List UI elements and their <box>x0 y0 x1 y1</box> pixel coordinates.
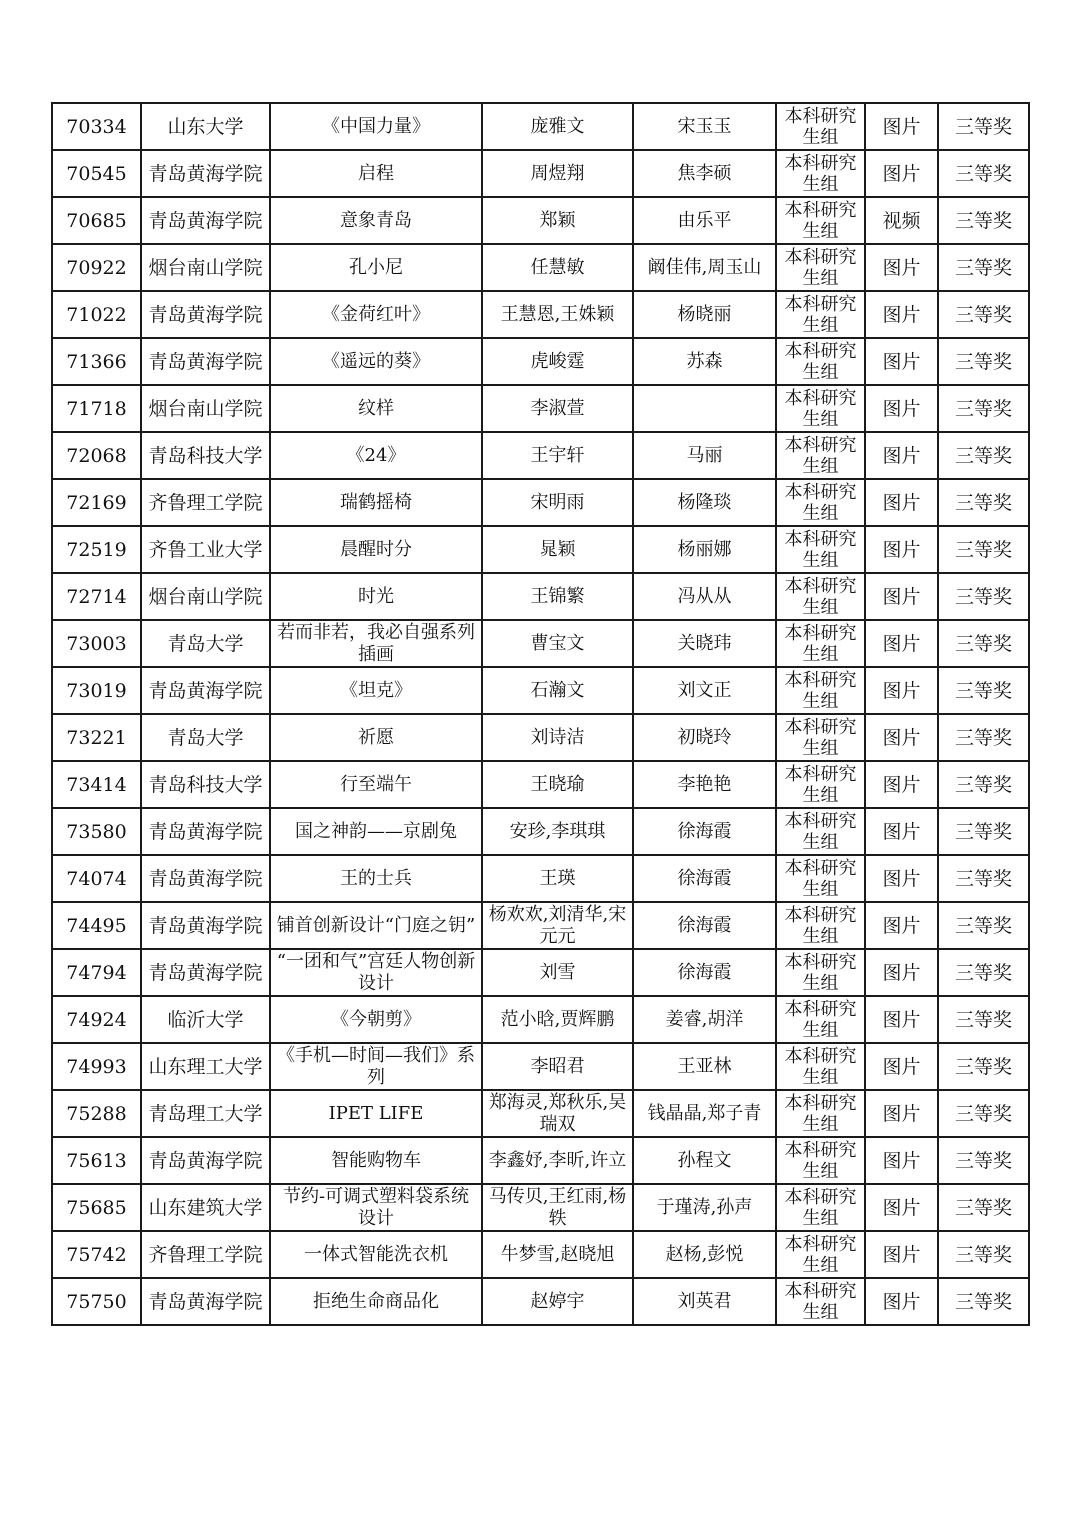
entry-id-cell: 74794 <box>52 949 141 996</box>
authors-cell: 虎峻霆 <box>482 338 633 385</box>
group-cell: 本科研究生组 <box>776 291 865 338</box>
type-cell: 图片 <box>865 432 938 479</box>
table-row <box>52 761 1029 808</box>
award-cell: 三等奖 <box>938 244 1029 291</box>
title-cell: 铺首创新设计“门庭之钥” <box>270 902 482 949</box>
advisors-cell: 刘英君 <box>633 1278 776 1325</box>
group-cell: 本科研究生组 <box>776 479 865 526</box>
award-cell: 三等奖 <box>938 1184 1029 1231</box>
type-cell: 图片 <box>865 1231 938 1278</box>
authors-cell: 王宇轩 <box>482 432 633 479</box>
school-cell: 青岛黄海学院 <box>141 338 270 385</box>
school-cell: 青岛大学 <box>141 714 270 761</box>
award-cell: 三等奖 <box>938 996 1029 1043</box>
advisors-cell: 刘文正 <box>633 667 776 714</box>
award-cell: 三等奖 <box>938 479 1029 526</box>
advisors-cell: 由乐平 <box>633 197 776 244</box>
authors-cell: 王锦繁 <box>482 573 633 620</box>
award-cell: 三等奖 <box>938 1231 1029 1278</box>
table-row <box>52 291 1029 338</box>
authors-cell: 王晓瑜 <box>482 761 633 808</box>
authors-cell: 范小晗,贾辉鹏 <box>482 996 633 1043</box>
authors-cell: 王慧恩,王姝颖 <box>482 291 633 338</box>
school-cell: 青岛黄海学院 <box>141 949 270 996</box>
authors-cell: 刘雪 <box>482 949 633 996</box>
type-cell: 图片 <box>865 761 938 808</box>
group-cell: 本科研究生组 <box>776 1043 865 1090</box>
table-row <box>52 103 1029 150</box>
award-cell: 三等奖 <box>938 667 1029 714</box>
award-cell: 三等奖 <box>938 1278 1029 1325</box>
title-cell: 《手机—时间—我们》系列 <box>270 1043 482 1090</box>
table-row <box>52 526 1029 573</box>
entry-id-cell: 71718 <box>52 385 141 432</box>
table-row <box>52 996 1029 1043</box>
type-cell: 图片 <box>865 714 938 761</box>
table-row <box>52 620 1029 667</box>
advisors-cell: 初晓玲 <box>633 714 776 761</box>
type-cell: 图片 <box>865 1184 938 1231</box>
school-cell: 青岛科技大学 <box>141 432 270 479</box>
advisors-cell: 苏森 <box>633 338 776 385</box>
group-cell: 本科研究生组 <box>776 244 865 291</box>
advisors-cell: 孙程文 <box>633 1137 776 1184</box>
group-cell: 本科研究生组 <box>776 197 865 244</box>
authors-cell: 安珍,李琪琪 <box>482 808 633 855</box>
school-cell: 山东建筑大学 <box>141 1184 270 1231</box>
school-cell: 青岛大学 <box>141 620 270 667</box>
group-cell: 本科研究生组 <box>776 338 865 385</box>
title-cell: 启程 <box>270 150 482 197</box>
entry-id-cell: 70545 <box>52 150 141 197</box>
authors-cell: 曹宝文 <box>482 620 633 667</box>
group-cell: 本科研究生组 <box>776 996 865 1043</box>
school-cell: 烟台南山学院 <box>141 244 270 291</box>
school-cell: 青岛黄海学院 <box>141 902 270 949</box>
award-cell: 三等奖 <box>938 1137 1029 1184</box>
award-cell: 三等奖 <box>938 1090 1029 1137</box>
type-cell: 图片 <box>865 244 938 291</box>
advisors-cell: 杨晓丽 <box>633 291 776 338</box>
type-cell: 图片 <box>865 620 938 667</box>
advisors-cell: 王亚林 <box>633 1043 776 1090</box>
title-cell: 王的士兵 <box>270 855 482 902</box>
advisors-cell: 徐海霞 <box>633 949 776 996</box>
authors-cell: 任慧敏 <box>482 244 633 291</box>
title-cell: 瑞鹤摇椅 <box>270 479 482 526</box>
advisors-cell: 赵杨,彭悦 <box>633 1231 776 1278</box>
title-cell: 一体式智能洗衣机 <box>270 1231 482 1278</box>
title-cell: 《中国力量》 <box>270 103 482 150</box>
entry-id-cell: 72169 <box>52 479 141 526</box>
award-cell: 三等奖 <box>938 103 1029 150</box>
group-cell: 本科研究生组 <box>776 620 865 667</box>
school-cell: 青岛黄海学院 <box>141 150 270 197</box>
entry-id-cell: 73414 <box>52 761 141 808</box>
table-row <box>52 150 1029 197</box>
entry-id-cell: 71366 <box>52 338 141 385</box>
authors-cell: 马传贝,王红雨,杨轶 <box>482 1184 633 1231</box>
entry-id-cell: 73221 <box>52 714 141 761</box>
award-cell: 三等奖 <box>938 385 1029 432</box>
title-cell: 拒绝生命商品化 <box>270 1278 482 1325</box>
award-cell: 三等奖 <box>938 291 1029 338</box>
award-cell: 三等奖 <box>938 902 1029 949</box>
type-cell: 图片 <box>865 479 938 526</box>
advisors-cell: 姜睿,胡洋 <box>633 996 776 1043</box>
advisors-cell: 马丽 <box>633 432 776 479</box>
group-cell: 本科研究生组 <box>776 808 865 855</box>
school-cell: 齐鲁理工学院 <box>141 479 270 526</box>
title-cell: 晨醒时分 <box>270 526 482 573</box>
type-cell: 图片 <box>865 573 938 620</box>
table-row <box>52 1137 1029 1184</box>
entry-id-cell: 74924 <box>52 996 141 1043</box>
type-cell: 图片 <box>865 291 938 338</box>
advisors-cell: 焦李硕 <box>633 150 776 197</box>
table-body <box>52 103 1029 1325</box>
type-cell: 图片 <box>865 996 938 1043</box>
school-cell: 临沂大学 <box>141 996 270 1043</box>
table-row <box>52 1090 1029 1137</box>
group-cell: 本科研究生组 <box>776 1137 865 1184</box>
authors-cell: 杨欢欢,刘清华,宋元元 <box>482 902 633 949</box>
award-cell: 三等奖 <box>938 808 1029 855</box>
entry-id-cell: 74074 <box>52 855 141 902</box>
group-cell: 本科研究生组 <box>776 432 865 479</box>
table-row <box>52 385 1029 432</box>
type-cell: 图片 <box>865 1137 938 1184</box>
authors-cell: 晁颖 <box>482 526 633 573</box>
title-cell: 意象青岛 <box>270 197 482 244</box>
entry-id-cell: 70685 <box>52 197 141 244</box>
group-cell: 本科研究生组 <box>776 714 865 761</box>
group-cell: 本科研究生组 <box>776 855 865 902</box>
title-cell: 《今朝剪》 <box>270 996 482 1043</box>
school-cell: 齐鲁工业大学 <box>141 526 270 573</box>
group-cell: 本科研究生组 <box>776 1231 865 1278</box>
entry-id-cell: 71022 <box>52 291 141 338</box>
table-row <box>52 1278 1029 1325</box>
group-cell: 本科研究生组 <box>776 902 865 949</box>
advisors-cell: 宋玉玉 <box>633 103 776 150</box>
award-cell: 三等奖 <box>938 761 1029 808</box>
title-cell: 《遥远的葵》 <box>270 338 482 385</box>
advisors-cell: 徐海霞 <box>633 855 776 902</box>
title-cell: 智能购物车 <box>270 1137 482 1184</box>
award-cell: 三等奖 <box>938 1043 1029 1090</box>
school-cell: 青岛理工大学 <box>141 1090 270 1137</box>
school-cell: 青岛黄海学院 <box>141 197 270 244</box>
entry-id-cell: 73003 <box>52 620 141 667</box>
school-cell: 烟台南山学院 <box>141 385 270 432</box>
group-cell: 本科研究生组 <box>776 1278 865 1325</box>
award-cell: 三等奖 <box>938 526 1029 573</box>
entry-id-cell: 75613 <box>52 1137 141 1184</box>
school-cell: 青岛黄海学院 <box>141 667 270 714</box>
group-cell: 本科研究生组 <box>776 667 865 714</box>
table-row <box>52 244 1029 291</box>
entry-id-cell: 74495 <box>52 902 141 949</box>
entry-id-cell: 70922 <box>52 244 141 291</box>
table-row <box>52 479 1029 526</box>
table-row <box>52 1231 1029 1278</box>
awards-table <box>51 102 1030 1326</box>
title-cell: 《金荷红叶》 <box>270 291 482 338</box>
group-cell: 本科研究生组 <box>776 761 865 808</box>
advisors-cell: 钱晶晶,郑子青 <box>633 1090 776 1137</box>
entry-id-cell: 75288 <box>52 1090 141 1137</box>
entry-id-cell: 73580 <box>52 808 141 855</box>
school-cell: 青岛黄海学院 <box>141 291 270 338</box>
authors-cell: 郑海灵,郑秋乐,吴瑞双 <box>482 1090 633 1137</box>
group-cell: 本科研究生组 <box>776 573 865 620</box>
table-row <box>52 949 1029 996</box>
award-cell: 三等奖 <box>938 949 1029 996</box>
table-row <box>52 855 1029 902</box>
award-cell: 三等奖 <box>938 573 1029 620</box>
authors-cell: 宋明雨 <box>482 479 633 526</box>
award-cell: 三等奖 <box>938 620 1029 667</box>
group-cell: 本科研究生组 <box>776 526 865 573</box>
type-cell: 图片 <box>865 1043 938 1090</box>
authors-cell: 赵婷宇 <box>482 1278 633 1325</box>
type-cell: 图片 <box>865 855 938 902</box>
school-cell: 山东大学 <box>141 103 270 150</box>
type-cell: 图片 <box>865 103 938 150</box>
type-cell: 图片 <box>865 338 938 385</box>
type-cell: 图片 <box>865 808 938 855</box>
table-row <box>52 1043 1029 1090</box>
title-cell: 孔小尼 <box>270 244 482 291</box>
entry-id-cell: 75685 <box>52 1184 141 1231</box>
title-cell: 国之神韵——京剧兔 <box>270 808 482 855</box>
type-cell: 图片 <box>865 902 938 949</box>
title-cell: IPET LIFE <box>270 1090 482 1137</box>
group-cell: 本科研究生组 <box>776 385 865 432</box>
title-cell: 若而非若，我必自强系列插画 <box>270 620 482 667</box>
entry-id-cell: 72068 <box>52 432 141 479</box>
authors-cell: 牛梦雪,赵晓旭 <box>482 1231 633 1278</box>
entry-id-cell: 75750 <box>52 1278 141 1325</box>
title-cell: 节约-可调式塑料袋系统设计 <box>270 1184 482 1231</box>
award-cell: 三等奖 <box>938 432 1029 479</box>
authors-cell: 周煜翔 <box>482 150 633 197</box>
table-row <box>52 808 1029 855</box>
school-cell: 青岛黄海学院 <box>141 1278 270 1325</box>
entry-id-cell: 75742 <box>52 1231 141 1278</box>
school-cell: 青岛黄海学院 <box>141 808 270 855</box>
type-cell: 图片 <box>865 1278 938 1325</box>
award-cell: 三等奖 <box>938 197 1029 244</box>
entry-id-cell: 72714 <box>52 573 141 620</box>
authors-cell: 李昭君 <box>482 1043 633 1090</box>
table-row <box>52 573 1029 620</box>
advisors-cell <box>633 385 776 432</box>
entry-id-cell: 70334 <box>52 103 141 150</box>
school-cell: 青岛科技大学 <box>141 761 270 808</box>
table-row <box>52 338 1029 385</box>
authors-cell: 郑颖 <box>482 197 633 244</box>
group-cell: 本科研究生组 <box>776 103 865 150</box>
type-cell: 图片 <box>865 667 938 714</box>
school-cell: 山东理工大学 <box>141 1043 270 1090</box>
award-cell: 三等奖 <box>938 150 1029 197</box>
group-cell: 本科研究生组 <box>776 1184 865 1231</box>
title-cell: “一团和气”宫廷人物创新设计 <box>270 949 482 996</box>
type-cell: 图片 <box>865 385 938 432</box>
type-cell: 图片 <box>865 150 938 197</box>
entry-id-cell: 74993 <box>52 1043 141 1090</box>
authors-cell: 李淑萱 <box>482 385 633 432</box>
advisors-cell: 杨丽娜 <box>633 526 776 573</box>
advisors-cell: 关晓玮 <box>633 620 776 667</box>
group-cell: 本科研究生组 <box>776 949 865 996</box>
type-cell: 图片 <box>865 526 938 573</box>
type-cell: 视频 <box>865 197 938 244</box>
advisors-cell: 于瑾涛,孙声 <box>633 1184 776 1231</box>
authors-cell: 李鑫妤,李昕,许立 <box>482 1137 633 1184</box>
table-row <box>52 902 1029 949</box>
type-cell: 图片 <box>865 949 938 996</box>
school-cell: 烟台南山学院 <box>141 573 270 620</box>
advisors-cell: 徐海霞 <box>633 902 776 949</box>
table-row <box>52 714 1029 761</box>
award-cell: 三等奖 <box>938 714 1029 761</box>
title-cell: 《24》 <box>270 432 482 479</box>
award-cell: 三等奖 <box>938 855 1029 902</box>
school-cell: 青岛黄海学院 <box>141 1137 270 1184</box>
table-row <box>52 1184 1029 1231</box>
title-cell: 行至端午 <box>270 761 482 808</box>
school-cell: 青岛黄海学院 <box>141 855 270 902</box>
entry-id-cell: 72519 <box>52 526 141 573</box>
advisors-cell: 冯从从 <box>633 573 776 620</box>
group-cell: 本科研究生组 <box>776 150 865 197</box>
table-row <box>52 667 1029 714</box>
authors-cell: 刘诗洁 <box>482 714 633 761</box>
table-row <box>52 197 1029 244</box>
advisors-cell: 李艳艳 <box>633 761 776 808</box>
authors-cell: 石瀚文 <box>482 667 633 714</box>
title-cell: 纹样 <box>270 385 482 432</box>
authors-cell: 王瑛 <box>482 855 633 902</box>
title-cell: 祈愿 <box>270 714 482 761</box>
entry-id-cell: 73019 <box>52 667 141 714</box>
award-cell: 三等奖 <box>938 338 1029 385</box>
type-cell: 图片 <box>865 1090 938 1137</box>
advisors-cell: 徐海霞 <box>633 808 776 855</box>
school-cell: 齐鲁理工学院 <box>141 1231 270 1278</box>
authors-cell: 庞雅文 <box>482 103 633 150</box>
advisors-cell: 杨隆琰 <box>633 479 776 526</box>
table-row <box>52 432 1029 479</box>
title-cell: 《坦克》 <box>270 667 482 714</box>
advisors-cell: 阚佳伟,周玉山 <box>633 244 776 291</box>
group-cell: 本科研究生组 <box>776 1090 865 1137</box>
title-cell: 时光 <box>270 573 482 620</box>
